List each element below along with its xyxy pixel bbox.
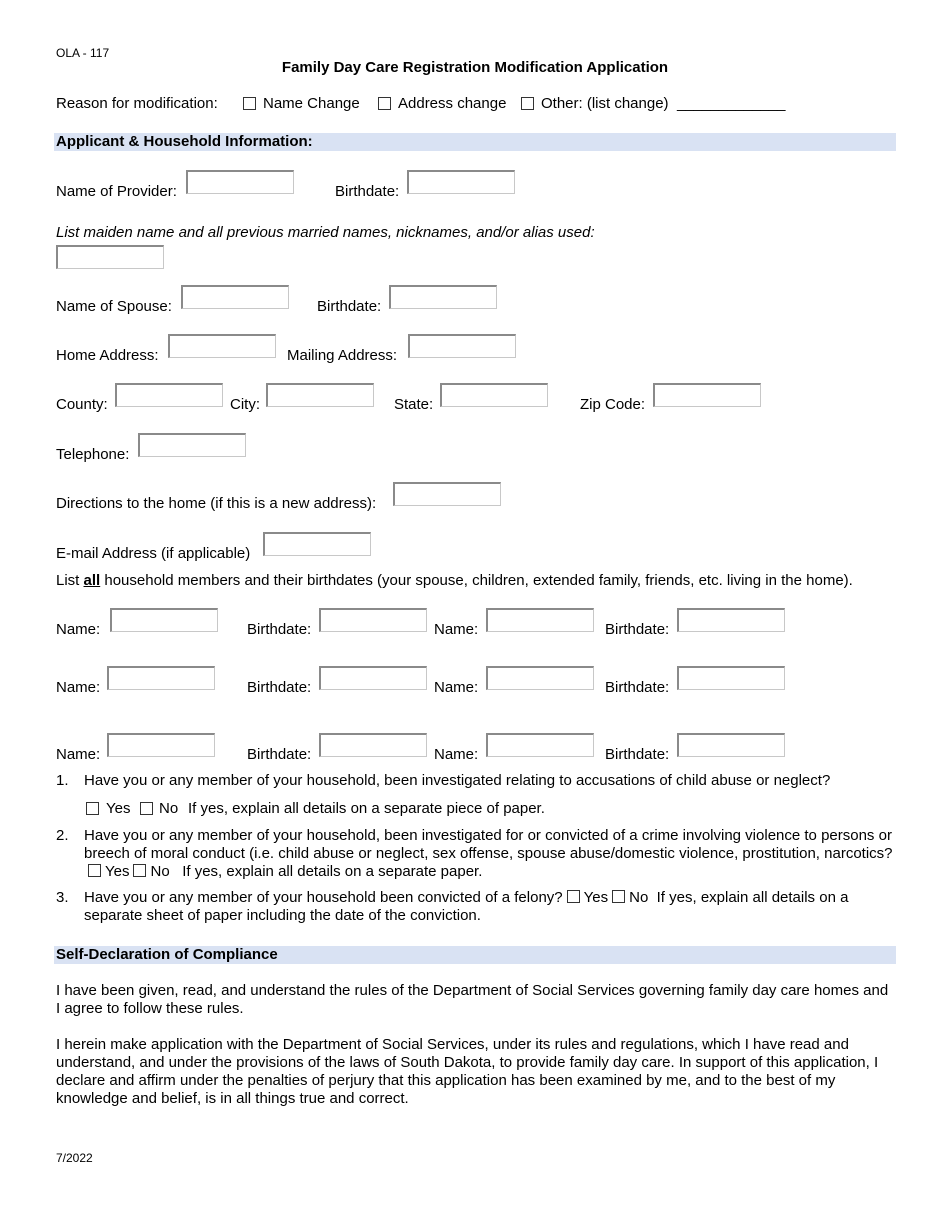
member-4-name-input[interactable] bbox=[486, 666, 594, 690]
member-2-name-input[interactable] bbox=[486, 608, 594, 632]
member-5-name-input[interactable] bbox=[107, 733, 215, 757]
home-address-input[interactable] bbox=[168, 334, 276, 358]
member-1-birthdate-input[interactable] bbox=[319, 608, 427, 632]
footer-date: 7/2022 bbox=[56, 1151, 93, 1165]
question-1-number: 1. bbox=[56, 772, 69, 789]
zip-input[interactable] bbox=[653, 383, 761, 407]
member-birthdate-label: Birthdate: bbox=[605, 746, 670, 763]
member-birthdate-label: Birthdate: bbox=[247, 679, 312, 696]
mailing-address-input[interactable] bbox=[408, 334, 516, 358]
question-3-number: 3. bbox=[56, 889, 69, 906]
question-3-text: Have you or any member of your household been convicted of a felony? bbox=[84, 889, 563, 906]
member-4-birthdate-input[interactable] bbox=[677, 666, 785, 690]
member-name-label: Name: bbox=[434, 621, 479, 638]
member-name-label: Name: bbox=[56, 621, 101, 638]
name-change-label: Name Change bbox=[263, 95, 360, 112]
question-3-yes-label: Yes bbox=[583, 889, 609, 906]
telephone-label: Telephone: bbox=[56, 446, 130, 463]
member-birthdate-label: Birthdate: bbox=[605, 679, 670, 696]
maiden-names-input[interactable] bbox=[56, 245, 164, 269]
name-change-checkbox[interactable] bbox=[243, 97, 256, 110]
provider-name-input[interactable] bbox=[186, 170, 294, 194]
question-2-text: Have you or any member of your household, been investigated for or convicted of a crime involving violence to persons or breech of moral conduct (i.e. child abuse or neglect, sex offense, spouse abuse/domestic violence, prostitution, narcotics? bbox=[84, 827, 893, 862]
declaration-section-title: Self-Declaration of Compliance bbox=[56, 946, 278, 963]
question-1-explain: If yes, explain all details on a separate piece of paper. bbox=[188, 800, 545, 817]
maiden-name-note: List maiden name and all previous married names, nicknames, and/or alias used: bbox=[56, 224, 595, 241]
question-1-yes-checkbox[interactable] bbox=[86, 802, 99, 815]
household-intro-prefix: List bbox=[56, 572, 84, 589]
member-birthdate-label: Birthdate: bbox=[247, 746, 312, 763]
member-1-name-input[interactable] bbox=[110, 608, 218, 632]
spouse-name-input[interactable] bbox=[181, 285, 289, 309]
state-input[interactable] bbox=[440, 383, 548, 407]
question-3-no-label: No bbox=[629, 889, 649, 906]
form-title: Family Day Care Registration Modification Application bbox=[281, 59, 669, 76]
question-3-no-checkbox[interactable] bbox=[612, 890, 625, 903]
member-2-birthdate-input[interactable] bbox=[677, 608, 785, 632]
member-name-label: Name: bbox=[434, 746, 479, 763]
city-label: City: bbox=[230, 396, 260, 413]
question-2-block bbox=[84, 827, 894, 881]
question-2-yes-label: Yes bbox=[105, 863, 130, 880]
member-6-birthdate-input[interactable] bbox=[677, 733, 785, 757]
address-change-checkbox[interactable] bbox=[378, 97, 391, 110]
question-3-explain: If yes, explain all details on a separate sheet of paper including the date of the conviction. bbox=[84, 889, 849, 924]
member-name-label: Name: bbox=[56, 679, 101, 696]
question-2-number: 2. bbox=[56, 827, 69, 844]
other-checkbox[interactable] bbox=[521, 97, 534, 110]
question-2-no-label: No bbox=[150, 863, 170, 880]
address-change-label: Address change bbox=[398, 95, 507, 112]
telephone-input[interactable] bbox=[138, 433, 246, 457]
member-name-label: Name: bbox=[56, 746, 101, 763]
applicant-section-header bbox=[54, 133, 896, 151]
spouse-birthdate-input[interactable] bbox=[389, 285, 497, 309]
directions-label: Directions to the home (if this is a new address): bbox=[56, 495, 377, 512]
state-label: State: bbox=[394, 396, 434, 413]
question-1-text: Have you or any member of your household, been investigated relating to accusations of child abuse or neglect? bbox=[84, 772, 831, 789]
member-name-label: Name: bbox=[434, 679, 479, 696]
county-input[interactable] bbox=[115, 383, 223, 407]
email-label: E-mail Address (if applicable) bbox=[56, 545, 251, 562]
member-3-name-input[interactable] bbox=[107, 666, 215, 690]
question-1-no-checkbox[interactable] bbox=[140, 802, 153, 815]
question-3-yes-checkbox[interactable] bbox=[567, 890, 580, 903]
question-2-explain: If yes, explain all details on a separate paper. bbox=[182, 863, 483, 880]
mailing-address-label: Mailing Address: bbox=[287, 347, 398, 364]
home-address-label: Home Address: bbox=[56, 347, 159, 364]
household-intro-emphasis: all bbox=[83, 572, 101, 589]
member-birthdate-label: Birthdate: bbox=[247, 621, 312, 638]
other-label: Other: (list change) bbox=[541, 95, 669, 112]
declaration-paragraph-2: I herein make application with the Department of Social Services, under its rules and regulations, which I have read and understand, and under the provisions of the laws of South Dakota, to provide family day care. In support of this application, I declare and affirm under the penalties of perjury that this application has been examined by me, and to the best of my knowledge and belief, is in all things true and correct. bbox=[56, 1036, 879, 1107]
member-5-birthdate-input[interactable] bbox=[319, 733, 427, 757]
member-6-name-input[interactable] bbox=[486, 733, 594, 757]
other-change-line[interactable]: _____________ bbox=[677, 95, 786, 112]
question-1-yes-label: Yes bbox=[106, 800, 131, 817]
reason-label: Reason for modification: bbox=[56, 95, 218, 112]
household-intro bbox=[56, 572, 853, 590]
provider-label: Name of Provider: bbox=[56, 183, 177, 200]
zip-label: Zip Code: bbox=[580, 396, 646, 413]
spouse-birthdate-label: Birthdate: bbox=[317, 298, 382, 315]
provider-birthdate-input[interactable] bbox=[407, 170, 515, 194]
declaration-paragraph-1: I have been given, read, and understand the rules of the Department of Social Services governing family day care homes and I agree to follow these rules. bbox=[56, 982, 889, 1017]
declaration-section-header bbox=[54, 946, 896, 964]
directions-input[interactable] bbox=[393, 482, 501, 506]
member-birthdate-label: Birthdate: bbox=[605, 621, 670, 638]
question-2-yes-checkbox[interactable] bbox=[88, 864, 101, 877]
household-intro-suffix: household members and their birthdates (your spouse, children, extended family, friends, etc. living in the home). bbox=[100, 572, 853, 589]
question-2-no-checkbox[interactable] bbox=[133, 864, 146, 877]
question-1-no-label: No bbox=[159, 800, 179, 817]
county-label: County: bbox=[56, 396, 108, 413]
member-3-birthdate-input[interactable] bbox=[319, 666, 427, 690]
email-input[interactable] bbox=[263, 532, 371, 556]
applicant-section-title: Applicant & Household Information: bbox=[56, 133, 313, 150]
question-3-block bbox=[84, 889, 894, 925]
form-code: OLA - 117 bbox=[56, 46, 110, 60]
city-input[interactable] bbox=[266, 383, 374, 407]
provider-birthdate-label: Birthdate: bbox=[335, 183, 400, 200]
spouse-label: Name of Spouse: bbox=[56, 298, 172, 315]
